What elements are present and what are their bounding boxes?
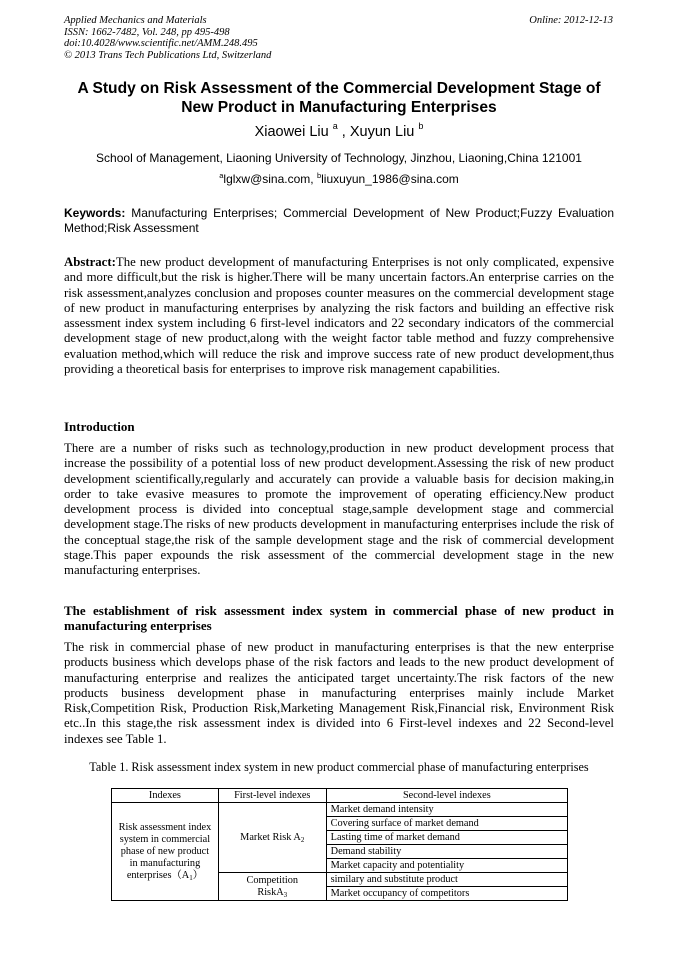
abstract-text: The new product development of manufacturing Enterprises is not only complicated, expensive and more difficult,but the risk is higher.There will be many uncertain factors.An enterprise carries on the risk assessment,analyzes conclusion and proposes counter measures on the commercial development stage of new product in manufacturing enterprises by analyzing the risk factors and building an effective risk assessment index system including 6 first-level indicators and 22 secondary indicators of the commercial development stage of new product,along with the weight factor table method and fuzzy comprehensive evaluation method,which will reduce the risk and improve success rate of new product development,thus providing a theoretical basis for enterprises to improve risk management capabilities. — [64, 255, 614, 377]
header-first-level: First-level indexes — [218, 789, 326, 803]
second-level-item: Market occupancy of competitors — [326, 887, 567, 901]
title-line-1: A Study on Risk Assessment of the Commercial Development Stage of — [77, 80, 601, 97]
second-level-item: Market demand intensity — [326, 803, 567, 817]
index-system-close: ） — [192, 869, 203, 881]
email-b[interactable]: liuxuyun_1986@sina.com — [321, 172, 459, 186]
keywords-label: Keywords: — [64, 206, 126, 220]
establishment-text: The risk in commercial phase of new product in manufacturing enterprises is that the new enterprise products business which develops phase of the risk factors and leads to the new product development of manufacturing enterprise and realizes the anticipated target uncertainty.The risk factors of the new products business development phase in manufacturing enterprises mainly include Market Risk,Competition Risk, Production Risk,Marketing Management Risk,Financial risk, Environment Risk etc..In this stage,the risk assessment index is divided into 6 First-level indexes and 22 Second-level indexes see Table 1. — [64, 640, 614, 746]
email-line — [40, 171, 638, 187]
table-row — [112, 803, 568, 817]
establishment-heading: The establishment of risk assessment index system in commercial phase of new product in manufacturing enterprises — [64, 603, 614, 634]
market-risk-label: Market Risk A — [240, 831, 301, 843]
title-line-2: New Product in Manufacturing Enterprises — [181, 98, 497, 116]
author-list — [40, 123, 638, 141]
competition-risk-line-2 — [223, 887, 322, 899]
market-risk-cell — [218, 803, 326, 873]
journal-header — [64, 15, 271, 61]
competition-risk-cell — [218, 873, 326, 901]
author-separator: , — [337, 124, 350, 140]
keywords — [64, 206, 614, 237]
journal-name: Applied Mechanics and Materials — [64, 15, 207, 26]
author-2: Xuyun Liu — [349, 124, 415, 140]
issn-line: ISSN: 1662-7482, Vol. 248, pp 495-498 — [64, 26, 230, 38]
keywords-text: Manufacturing Enterprises; Commercial Development of New Product;Fuzzy Evaluation Method;Risk Assessment — [64, 206, 614, 236]
competition-risk-label: RiskA — [257, 886, 284, 898]
email-a-sup: a — [219, 171, 224, 180]
second-level-item: Lasting time of market demand — [326, 831, 567, 845]
abstract-label: Abstract: — [64, 255, 116, 269]
email-a[interactable]: lglxw@sina.com, — [223, 172, 314, 186]
second-level-item: Covering surface of market demand — [326, 817, 567, 831]
affiliation: School of Management, Liaoning University of Technology, Jinzhou, Liaoning,China 121001 — [96, 151, 582, 165]
second-level-item: Market capacity and potentiality — [326, 859, 567, 873]
copyright-line: © 2013 Trans Tech Publications Ltd, Switzerland — [64, 49, 272, 61]
introduction-text: There are a number of risks such as technology,production in new product development process that increase the possibility of a potential loss of new product development.Assessing the risk of new product development scientifically,regularly and accurately can provide a valuable basis for decision making,in order to take evasive measures to promote the improvement of operating efficiency.New product development process is divided into conceptual stage,sample development stage and commercial development stage.The risks of new products development in manufacturing enterprises include the risk of the conceptual stage,the risk of the sample development stage and the risk of commercial development stage.This paper expounds the risk assessment of the commercial development stage in the new manufacturing enterprises. — [64, 441, 614, 578]
table-header-row — [112, 789, 568, 803]
author-1: Xiaowei Liu — [254, 124, 329, 140]
table-caption: Table 1. Risk assessment index system in new product commercial phase of manufacturing enterprises — [89, 760, 589, 774]
online-date: Online: 2012-12-13 — [529, 15, 613, 26]
index-system-cell — [112, 803, 219, 901]
header-indexes: Indexes — [112, 789, 219, 803]
risk-index-table — [111, 788, 568, 901]
doi-line: doi:10.4028/www.scientific.net/AMM.248.495 — [64, 38, 258, 50]
author-1-sup: a — [332, 121, 338, 131]
email-b-sup: b — [316, 171, 322, 180]
competition-risk-line-1: Competition — [246, 874, 298, 886]
second-level-item: Demand stability — [326, 845, 567, 859]
second-level-item: similary and substitute product — [326, 873, 567, 887]
paper-title — [40, 80, 638, 117]
index-system-sub: 1 — [189, 873, 193, 882]
introduction-heading: Introduction — [64, 419, 135, 434]
author-2-sup: b — [418, 121, 424, 131]
competition-risk-sub: 3 — [283, 890, 288, 899]
market-risk-sub: 2 — [300, 835, 305, 844]
index-system-label: Risk assessment index system in commercial phase of new product in manufacturing enterprises（A — [118, 821, 212, 881]
header-second-level: Second-level indexes — [326, 789, 567, 803]
abstract — [64, 255, 614, 377]
